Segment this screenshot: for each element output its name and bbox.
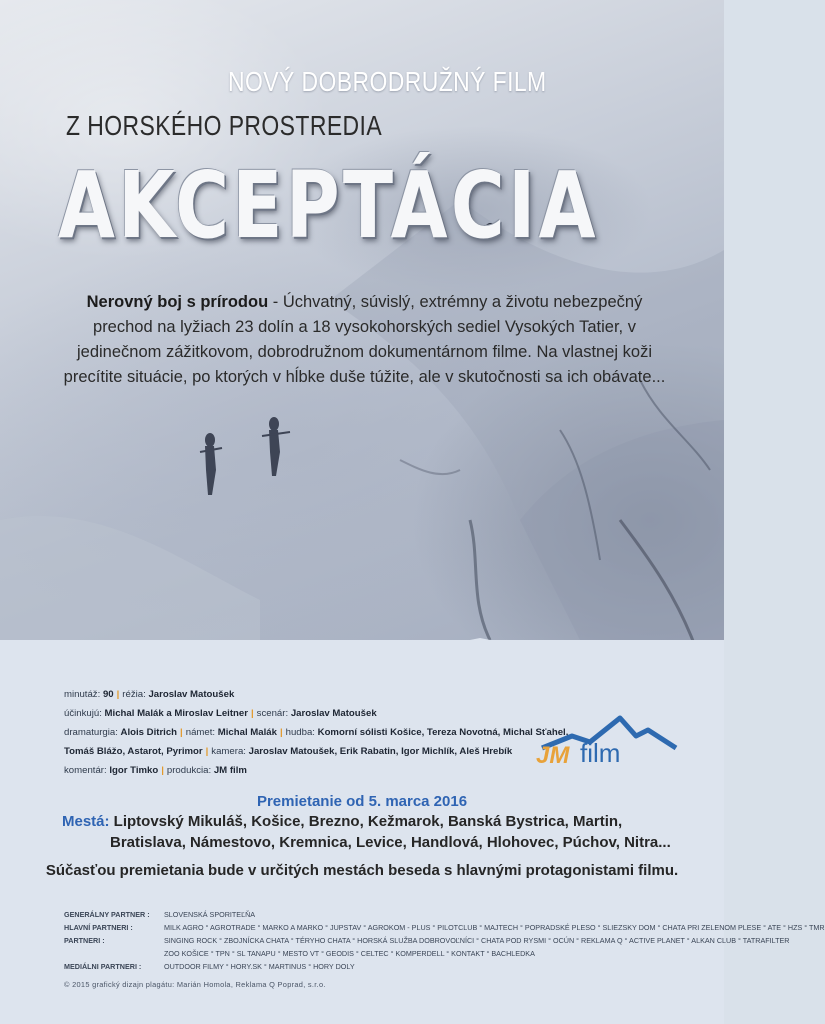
- partner-row: PARTNERI : SINGING ROCK ° ZBOJNÍCKA CHATA ° TÉRYHO CHATA ° HORSKÁ SLUŽBA DOBROVOĽNÍCI ° CHATA POD RYSMI ° OCÚN ° REKLAMA Q ° ACTIVE PLANET ° ALKAN CLUB ° TATRAFILTER: [64, 936, 790, 945]
- film-description: [62, 290, 667, 390]
- credits-line-2: účinkujú: Michal Malák a Miroslav Leitner | scenár: Jaroslav Matoušek: [64, 708, 377, 719]
- description-lead: Nerovný boj s prírodou: [86, 293, 269, 311]
- tagline-line1: NOVÝ DOBRODRUŽNÝ FILM: [228, 66, 547, 97]
- partners-block: [64, 908, 825, 973]
- cities-list: [62, 811, 682, 853]
- cities-row1: Liptovský Mikuláš, Košice, Brezno, Kežmarok, Banská Bystrica, Martin,: [109, 813, 623, 830]
- credits-line-3: dramaturgia: Alois Ditrich | námet: Michal Malák | hudba: Komorní sólisti Košice, Tereza Novotná, Michal Sťahel,: [64, 727, 569, 738]
- skier-figures: [200, 417, 290, 495]
- description-text: - Úchvatný, súvislý, extrémny a životu nebezpečný prechod na lyžiach 23 dolín a 18 vysokohorských sediel Vysokých Tatier, v jedinečnom zážitkovom, dobrodružnom dokumentárnom filme. Na vlastnej koži precítite situácie, po ktorých v hĺbke duše túžite, ale v skutočnosti sa ich obávate...: [63, 293, 666, 386]
- cities-row2: Bratislava, Námestovo, Kremnica, Levice, Handlová, Hlohovec, Púchov, Nitra...: [110, 834, 671, 851]
- copyright-note: © 2015 grafický dizajn plagátu: Marián Homola, Reklama Q Poprad, s.r.o.: [64, 980, 326, 989]
- partner-row: MEDIÁLNI PARTNERI : OUTDOOR FILMY ° HORY.SK ° MARTINUS ° HORY DOLY: [64, 962, 355, 971]
- credits-block: [64, 685, 584, 780]
- partner-row: HLAVNÍ PARTNERI : MILK AGRO ° AGROTRADE ° MARKO A MARKO ° JUPSTAV ° AGROKOM - PLUS ° PILOTCLUB ° MAJTECH ° POPRADSKÉ PLESO ° SLIEZSKY DOM ° CHATA PRI ZELENOM PLESE ° ATE ° HZS ° TMR: [64, 923, 825, 932]
- credits-line-1: minutáž: 90 | réžia: Jaroslav Matoušek: [64, 689, 235, 700]
- partner-row: GENERÁLNY PARTNER : SLOVENSKÁ SPORITEĽŇA: [64, 910, 256, 919]
- tagline-line2: Z HORSKÉHO PROSTREDIA: [66, 110, 383, 141]
- logo-jm-text: JM: [536, 742, 570, 769]
- logo-film-text: film: [580, 738, 621, 768]
- cities-label: Mestá:: [62, 813, 110, 830]
- discussion-note: Súčasťou premietania bude v určitých mestách beseda s hlavnými protagonistami filmu.: [45, 862, 679, 879]
- partner-row: ZOO KOŠICE ° TPN ° SL TANAPU ° MESTO VT ° GEODIS ° CELTEC ° KOMPERDELL ° KONTAKT ° BACHLEDKA: [164, 949, 535, 958]
- credits-line-4: Tomáš Blážo, Astarot, Pyrimor | kamera: Jaroslav Matoušek, Erik Rabatin, Igor Michlík, Aleš Hrebík: [64, 746, 513, 757]
- premiere-date: Premietanie od 5. marca 2016: [256, 793, 468, 810]
- credits-line-5: komentár: Igor Timko | produkcia: JM film: [64, 765, 247, 776]
- film-title: AKCEPTÁCIA: [58, 152, 599, 259]
